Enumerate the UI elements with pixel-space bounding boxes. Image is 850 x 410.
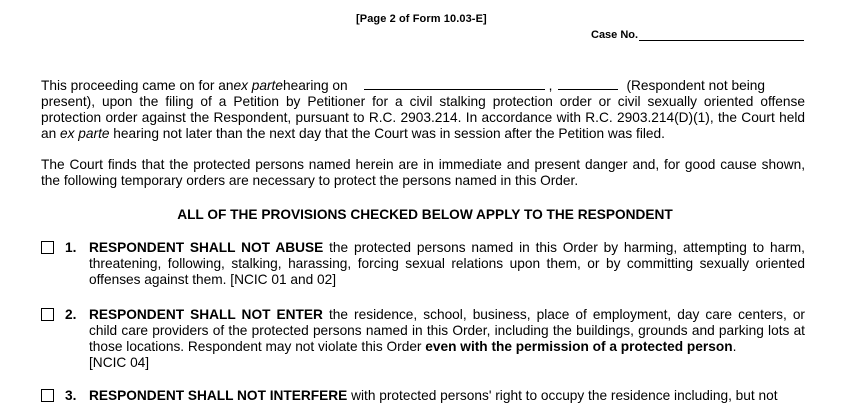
- provision-3-number: 3.: [65, 388, 77, 403]
- provision-1-title: RESPONDENT SHALL NOT ABUSE: [89, 240, 324, 255]
- provision-2-ncic: [NCIC 04]: [89, 355, 150, 370]
- provisions-heading: ALL OF THE PROVISIONS CHECKED BELOW APPLY TO THE RESPONDENT: [177, 207, 673, 222]
- provision-item-1: [41, 240, 805, 288]
- provision-item-3: [41, 388, 805, 404]
- hearing-on-text: hearing on: [282, 78, 348, 93]
- respondent-not-being-text: (Respondent not being: [626, 78, 765, 93]
- ex-parte-text: ex parte: [233, 78, 283, 93]
- hearing-ending-text: hearing not later than the next day that the Court was in session after the Petition was filed.: [109, 126, 665, 141]
- hearing-date-field[interactable]: [364, 77, 545, 90]
- provision-2-title: RESPONDENT SHALL NOT ENTER: [89, 307, 323, 322]
- hearing-body-text: present), upon the filing of a Petition by Petitioner for a civil stalking protection order or civil sexually oriented offense protection order against the Respondent, pursuant to R.C. 2903.214. In accordance with R.C. 2903.214(D)(1), the Court held an: [41, 94, 805, 141]
- provision-1-number: 1.: [65, 240, 77, 255]
- ex-parte-text-2: ex parte: [60, 126, 110, 141]
- provision-3-body: with protected persons' right to occupy the residence including, but not: [347, 388, 778, 403]
- provision-2-number: 2.: [65, 307, 77, 322]
- provision-2-checkbox[interactable]: [41, 308, 54, 321]
- provision-item-2: [41, 307, 805, 371]
- case-no-label: Case No.: [591, 29, 639, 41]
- provision-1-text: [89, 240, 805, 288]
- provision-2-text: [89, 307, 805, 371]
- case-number: [591, 28, 804, 41]
- provision-1-body: the protected persons named in this Order by harming, attempting to harm, threatening, following, stalking, harassing, forcing sexual relations upon them, or by committing sexually oriented offenses against them. [NCIC 01 and 02]: [89, 240, 805, 287]
- case-no-field[interactable]: [639, 28, 804, 41]
- page-label: [Page 2 of Form 10.03-E]: [356, 13, 487, 25]
- provision-2-emphasis: even with the permission of a protected person: [425, 339, 733, 354]
- provision-3-title: RESPONDENT SHALL NOT INTERFERE: [89, 388, 348, 403]
- findings-paragraph: The Court finds that the protected persons named herein are in immediate and present danger and, for good cause shown, the following temporary orders are necessary to protect the persons named in this Order.: [41, 157, 805, 188]
- provision-1-checkbox[interactable]: [41, 241, 54, 254]
- intro-text: This proceeding came on for an: [41, 78, 234, 93]
- provision-3-checkbox[interactable]: [41, 389, 54, 402]
- hearing-paragraph: [41, 77, 805, 142]
- hearing-time-field[interactable]: [558, 77, 618, 90]
- provision-3-text: [89, 388, 805, 404]
- hearing-paragraph-body: [41, 94, 805, 142]
- provision-2-body: the residence, school, business, place of employment, day care centers, or child care providers of the protected persons named in this Order, including the buildings, grounds and parking lots at those locations. Respondent may not violate this Order: [89, 307, 805, 354]
- provision-2-period: .: [732, 339, 737, 354]
- comma-text: ,: [548, 78, 553, 93]
